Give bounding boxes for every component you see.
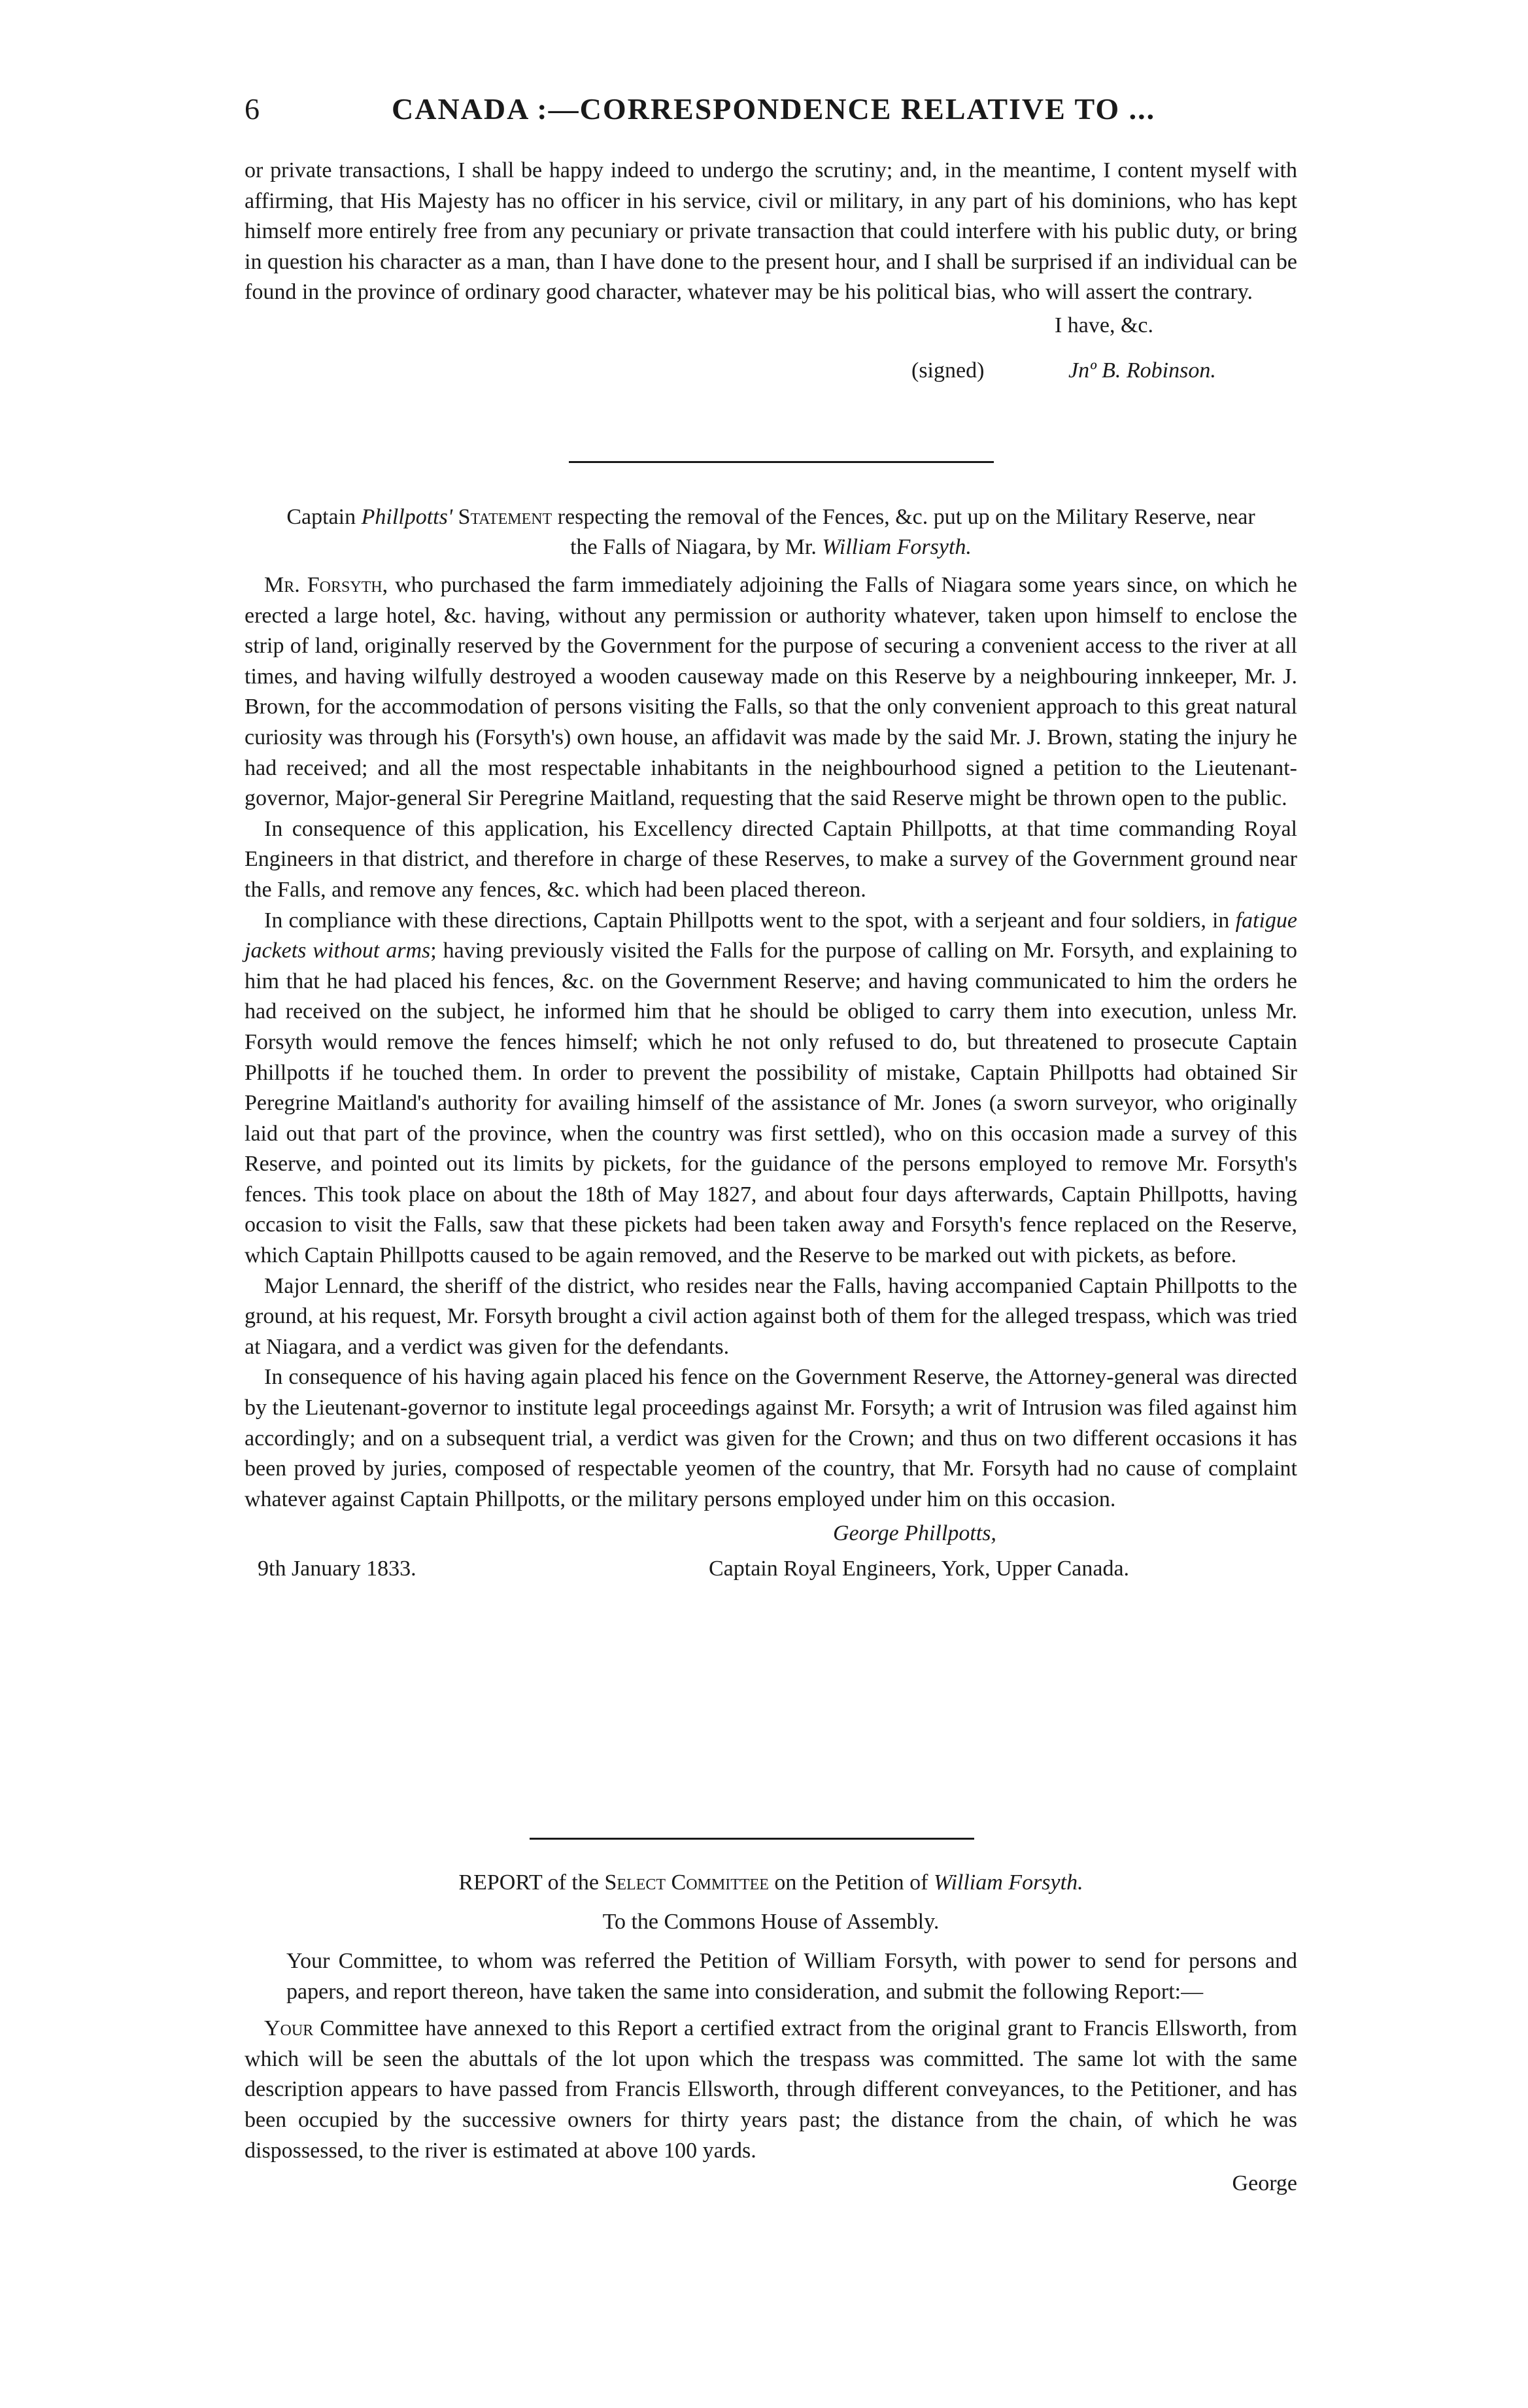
statement-date: 9th January 1833. bbox=[258, 1557, 416, 1581]
running-head bbox=[245, 92, 1297, 137]
paragraph-text: who purchased the farm immediately adjoining the Falls of Niagara some years since, on which he erected a large hotel, &c. having, without any permission or authority whatever, taken upon himself to enclose the strip of land, originally reserved by the Government for the purpose of securing a convenient access to the river at all times, and having wilfully destroyed a wooden causeway made on this Reserve by a neighbouring innkeeper, Mr. J. Brown, for the accommodation of persons visiting the Falls, so that the only convenient approach to this great natural curiosity was through his (Forsyth's) own house, an affidavit was made by the said Mr. J. Brown, stating the injury he had received; and all the most respectable inhabitants in the neighbourhood signed a petition to the Lieutenant-governor, Major-general Sir Peregrine Maitland, requesting that the said Reserve might be thrown open to the public. bbox=[245, 573, 1297, 811]
emphasis-text: fatigue jackets without arms bbox=[245, 908, 1297, 963]
heading-text: Captain bbox=[286, 505, 362, 529]
report-paragraph bbox=[245, 2014, 1297, 2166]
letter-paragraph: or private transactions, I shall be happy indeed to undergo the scrutiny; and, in the meantime, I content myself with affirming, that His Majesty has no officer in his service, civil or military, in any part of his dominions, who has kept himself more entirely free from any pecuniary or private transaction that could interfere with his public duty, or bring in question his character as a man, than I have done to the present hour, and I shall be surprised if an individual can be found in the province of ordinary good character, whatever may be his political bias, who will assert the contrary. bbox=[245, 158, 1297, 305]
paragraph-text: ; having previously visited the Falls for the purpose of calling on Mr. Forsyth, and explaining to him that he had placed his fences, &c. on the Government Reserve; and having communicated to him the orders he had received on the subject, he informed him that he should be obliged to carry them into execution, unless Mr. Forsyth would remove the fences himself; which he not only refused to do, but threatened to prosecute Captain Phillpotts if he touched them. In order to prevent the possibility of mistake, Captain Phillpotts had obtained Sir Peregrine Maitland's authority for availing himself of the assistance of Mr. Jones (a sworn surveyor, who originally laid out that part of the province, when the country was first settled), who on this occasion made a survey of this Reserve, and pointed out its limits by pickets, for the guidance of the persons employed to remove Mr. Forsyth's fences. This took place on about the 18th of May 1827, and about four days afterwards, Captain Phillpotts, having occasion to visit the Falls, saw that these pickets had been taken away and Forsyth's fence replaced on the Reserve, which Captain Phillpotts caused to be again removed, and the Reserve to be marked out with pickets, as before. bbox=[245, 938, 1298, 1268]
statement-paragraph: In consequence of his having again placed his fence on the Government Reserve, the Attorney-general was directed by the Lieutenant-governor to institute legal proceedings against Mr. Forsyth; a writ of Intrusion was filed against him accordingly; and on a subsequent trial, a verdict was given for the Crown; and thus on two different occasions it has been proved by juries, composed of respectable yeomen of the country, that Mr. Forsyth had no cause of complaint whatever against Captain Phillpotts, or the military persons employed under him on this occasion. bbox=[245, 1365, 1297, 1511]
section-divider bbox=[569, 461, 994, 463]
statement-signer-title: Captain Royal Engineers, York, Upper Canada. bbox=[709, 1557, 1130, 1581]
statement-signer-row bbox=[245, 1519, 1297, 1550]
statement-heading bbox=[245, 502, 1297, 562]
section-divider bbox=[530, 1838, 974, 1840]
report-intro: Your Committee, to whom was referred the Petition of William Forsyth, with power to send for persons and papers, and report thereon, have taken the same into consideration, and submit the following Report:— bbox=[286, 1949, 1297, 2004]
heading-person: William Forsyth. bbox=[934, 1870, 1083, 1895]
heading-text: REPORT of the bbox=[458, 1870, 605, 1895]
letter-closing: I have, &c. bbox=[1054, 313, 1153, 337]
lead-words: Your bbox=[264, 2016, 314, 2041]
heading-person: William Forsyth. bbox=[822, 535, 972, 559]
paragraph-text: In compliance with these directions, Captain Phillpotts went to the spot, with a serjeant and four soldiers, in bbox=[264, 908, 1236, 933]
letter-signer: Jnº B. Robinson. bbox=[1068, 358, 1216, 383]
heading-keyword: Select Committee bbox=[604, 1870, 769, 1895]
catchword: George bbox=[1232, 2171, 1297, 2196]
lead-words: Mr. Forsyth, bbox=[264, 573, 388, 597]
statement-paragraph: Major Lennard, the sheriff of the district, who resides near the Falls, having accompanied Captain Phillpotts to the ground, at his request, Mr. Forsyth brought a civil action against both of them for the alleged trespass, which was tried at Niagara, and a verdict was given for the defendants. bbox=[245, 1273, 1297, 1359]
paragraph-text: Committee have annexed to this Report a certified extract from the original grant to Francis Ellsworth, from which will be seen the abuttals of the lot upon which the trespass was committed. The same lot with the same description appears to have passed from Francis Ellsworth, through different conveyances, to the Petitioner, and has been occupied by the successive owners for thirty years past; the distance from the chain, of which he was dispossessed, to the river is estimated at above 100 yards. bbox=[245, 2016, 1297, 2163]
heading-name: Phillpotts' bbox=[361, 505, 453, 529]
page-number: 6 bbox=[245, 92, 260, 126]
heading-keyword: Statement bbox=[452, 505, 552, 529]
heading-text: on the Petition of bbox=[768, 1870, 934, 1895]
letter-section bbox=[245, 156, 1297, 387]
statement-paragraph bbox=[245, 906, 1297, 1271]
statement-body bbox=[245, 570, 1297, 1585]
running-title: CANADA :—CORRESPONDENCE RELATIVE TO ... bbox=[392, 92, 1156, 126]
letter-signature bbox=[245, 356, 1297, 387]
heading-text: respecting the removal of the Fences, &c. put up on the Military Reserve, near the Falls of Niagara, by Mr. bbox=[552, 505, 1255, 559]
statement-date-row bbox=[245, 1554, 1297, 1585]
statement-signer: George Phillpotts, bbox=[833, 1521, 996, 1546]
report-address: To the Commons House of Assembly. bbox=[602, 1910, 940, 1934]
signed-label: (signed) bbox=[911, 358, 985, 383]
statement-paragraph: In consequence of this application, his Excellency directed Captain Phillpotts, at that time commanding Royal Engineers in that district, and therefore in charge of these Reserves, to make a survey of the Government ground near the Falls, and remove any fences, &c. which had been placed thereon. bbox=[245, 816, 1297, 902]
report-heading bbox=[245, 1868, 1297, 1937]
statement-paragraph bbox=[245, 570, 1297, 814]
report-body bbox=[245, 1946, 1297, 2199]
